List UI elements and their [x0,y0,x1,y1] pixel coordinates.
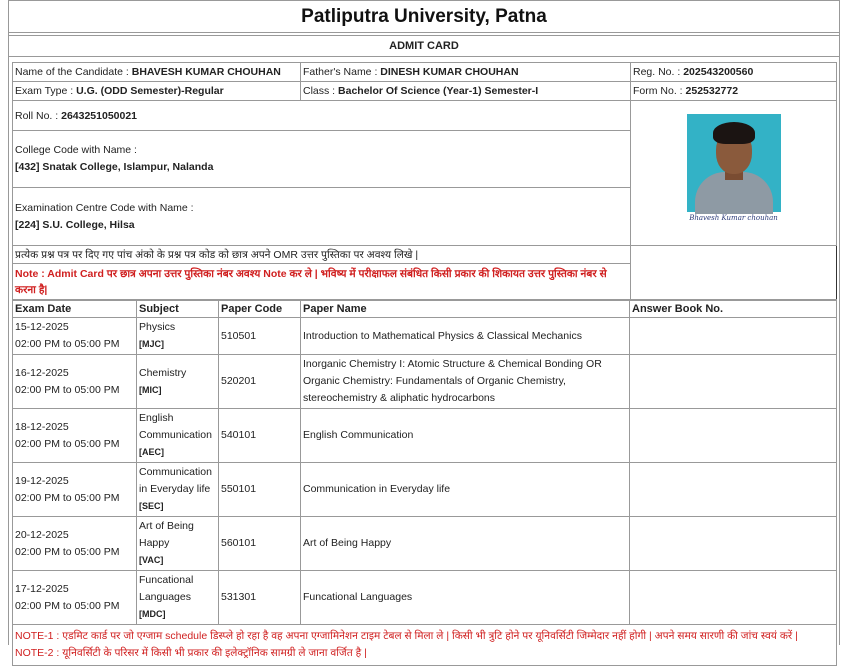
exam-centre-cell: Examination Centre Code with Name : [224] S.U. College, Hilsa [13,188,631,246]
candidate-info-table [12,62,837,300]
college-name: [432] Snatak College, Islampur, Nalanda [15,161,214,173]
exam-schedule-table [12,300,837,666]
exam-type-cell: Exam Type : U.G. (ODD Semester)-Regular [13,82,301,101]
reg-no-cell: Reg. No. : 202543200560 [631,63,837,82]
paper-code-cell: 550101 [219,463,301,517]
table-row [13,409,837,463]
class-value: Bachelor Of Science (Year-1) Semester-I [338,85,539,97]
document-title: ADMIT CARD [9,35,839,57]
college-cell: College Code with Name : [432] Snatak College, Islampur, Nalanda [13,131,631,188]
subject-cell: Physics [MJC] [137,318,219,355]
class-cell: Class : Bachelor Of Science (Year-1) Semester-I [301,82,631,101]
father-name-cell: Father's Name : DINESH KUMAR CHOUHAN [301,63,631,82]
answer-book-cell [630,517,837,571]
photo-hair [713,122,755,144]
roll-no-cell: Roll No. : 2643251050021 [13,101,631,131]
omr-instruction: प्रत्येक प्रश्न पत्र पर दिए गए पांच अंको के प्रश्न पत्र कोड को छात्र अपने OMR उत्तर पुस्तिका पर अवश्य लिखे | [13,246,631,264]
exam-date-cell: 19-12-2025 02:00 PM to 05:00 PM [13,463,137,517]
table-row [13,355,837,409]
table-row [13,571,837,625]
header-answer-book-no: Answer Book No. [630,301,837,318]
candidate-photo [687,114,781,230]
paper-code-cell: 531301 [219,571,301,625]
subject-cell: Funcational Languages [MDC] [137,571,219,625]
university-title: Patliputra University, Patna [9,0,839,33]
exam-date-cell: 17-12-2025 02:00 PM to 05:00 PM [13,571,137,625]
father-name: DINESH KUMAR CHOUHAN [380,66,519,78]
exam-date-cell: 15-12-2025 02:00 PM to 05:00 PM [13,318,137,355]
paper-code-cell: 520201 [219,355,301,409]
paper-code-cell: 560101 [219,517,301,571]
paper-name-cell: Funcational Languages [301,571,630,625]
footer-notes [13,625,837,666]
exam-centre-name: [224] S.U. College, Hilsa [15,218,135,231]
paper-name-cell: Inorganic Chemistry I: Atomic Structure & Chemical Bonding OR Organic Chemistry: Fundamentals of Organic Chemistry, stereochemistry & aliphatic hydrocarbons [301,355,630,409]
answer-book-note: Note : Admit Card पर छात्र अपना उत्तर पुस्तिका नंबर अवश्य Note कर ले | भविष्य में परीक्षाफल संबंधित किसी प्रकार की शिकायत उत्तर पुस्तिका नंबर से करना है| [13,264,631,300]
roll-no: 2643251050021 [61,109,138,122]
candidate-name-cell: Name of the Candidate : BHAVESH KUMAR CHOUHAN [13,63,301,82]
header-paper-name: Paper Name [301,301,630,318]
table-row [13,318,837,355]
paper-name-cell: Introduction to Mathematical Physics & Classical Mechanics [301,318,630,355]
answer-book-cell [630,571,837,625]
paper-code-cell: 510501 [219,318,301,355]
answer-book-cell [630,463,837,517]
answer-book-cell [630,355,837,409]
candidate-name: BHAVESH KUMAR CHOUHAN [131,66,281,78]
header-exam-date: Exam Date [13,301,137,318]
form-no: 252532772 [685,85,739,97]
reg-no: 202543200560 [683,66,754,78]
exam-type: U.G. (ODD Semester)-Regular [76,85,224,97]
paper-name-cell: Communication in Everyday life [301,463,630,517]
answer-book-cell [630,409,837,463]
header-paper-code: Paper Code [219,301,301,318]
paper-code-cell: 540101 [219,409,301,463]
exam-date-cell: 20-12-2025 02:00 PM to 05:00 PM [13,517,137,571]
table-row [13,463,837,517]
admit-card-body [12,62,836,666]
paper-name-cell: English Communication [301,409,630,463]
candidate-signature: Bhavesh Kumar chouhan [689,213,778,222]
answer-book-cell [630,318,837,355]
photo-cell [631,101,837,246]
subject-cell: Art of Being Happy [VAC] [137,517,219,571]
instruction-side-cell [631,246,837,300]
table-row [13,517,837,571]
paper-name-cell: Art of Being Happy [301,517,630,571]
form-no-cell: Form No. : 252532772 [631,82,837,101]
exam-date-cell: 18-12-2025 02:00 PM to 05:00 PM [13,409,137,463]
header-subject: Subject [137,301,219,318]
subject-cell: English Communication [AEC] [137,409,219,463]
subject-cell: Communication in Everyday life [SEC] [137,463,219,517]
subject-cell: Chemistry [MIC] [137,355,219,409]
admit-card-sheet [8,0,840,659]
footer-note-1: NOTE-1 : एडमिट कार्ड पर जो एग्जाम schedule डिस्प्ले हो रहा है वह अपना एग्जामिनेशन टाइम टेबल से मिला ले | किसी भी त्रुटि होने पर यूनिवर्सिटी जिम्मेदार नहीं होगी | अपने समय सारणी की जांच स्वयं करें | [15,630,798,642]
exam-date-cell: 16-12-2025 02:00 PM to 05:00 PM [13,355,137,409]
footer-note-2: NOTE-2 : यूनिवर्सिटी के परिसर में किसी भी प्रकार की इलेक्ट्रॉनिक सामग्री ले जाना वर्जित है | [15,647,367,659]
